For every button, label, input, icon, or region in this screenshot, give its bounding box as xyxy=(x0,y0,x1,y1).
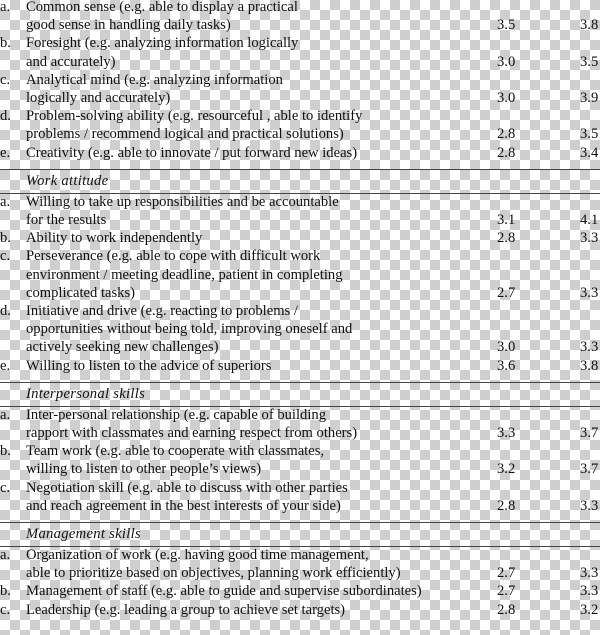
section-divider xyxy=(0,382,600,383)
item-description: problems / recommend logical and practical solutions) xyxy=(26,126,344,143)
item-letter: a. xyxy=(0,406,11,423)
item-description: Inter-personal relationship (e.g. capable of building xyxy=(26,406,326,423)
section-divider xyxy=(0,522,600,523)
section-title: Interpersonal skills xyxy=(26,385,146,402)
score-column-1: 2.8 xyxy=(497,126,516,143)
table-row xyxy=(0,602,600,620)
item-letter: a. xyxy=(0,193,11,210)
item-description: Foresight (e.g. analyzing information logically xyxy=(26,35,299,52)
table-row xyxy=(0,480,600,516)
item-letter: b. xyxy=(0,583,11,600)
table-row xyxy=(0,108,600,144)
score-column-1: 3.0 xyxy=(497,339,516,356)
score-column-2: 3.7 xyxy=(580,424,599,441)
item-description: good sense in handling daily tasks) xyxy=(26,17,231,34)
item-description: Negotiation skill (e.g. able to discuss with other parties xyxy=(26,479,348,496)
item-letter: b. xyxy=(0,443,11,460)
item-description: Management of staff (e.g. able to guide and supervise subordinates) xyxy=(26,583,422,600)
score-column-1: 2.8 xyxy=(497,497,516,514)
score-column-2: 3.3 xyxy=(580,339,599,356)
item-description: environment / meeting deadline, patient in completing xyxy=(26,266,343,283)
item-description: Common sense (e.g. able to display a practical xyxy=(26,0,298,15)
item-description: and reach agreement in the best interests of your side) xyxy=(26,497,341,514)
score-column-2: 3.3 xyxy=(580,583,599,600)
score-column-1: 3.0 xyxy=(497,89,516,106)
score-column-1: 3.1 xyxy=(497,211,516,228)
score-column-1: 2.7 xyxy=(497,565,516,582)
table-row xyxy=(0,35,600,71)
score-column-2: 3.8 xyxy=(580,357,599,374)
score-column-2: 3.9 xyxy=(580,89,599,106)
score-column-2: 3.3 xyxy=(580,284,599,301)
item-letter: d. xyxy=(0,303,11,319)
item-letter: e. xyxy=(0,144,11,161)
item-description: Creativity (e.g. able to innovate / put forward new ideas) xyxy=(26,144,358,161)
table-row xyxy=(0,0,600,35)
section-title: Management skills xyxy=(26,526,141,542)
item-letter: c. xyxy=(0,601,11,618)
table-row xyxy=(0,72,600,108)
score-column-1: 3.5 xyxy=(497,17,516,34)
score-column-1: 2.7 xyxy=(497,284,516,301)
item-letter: b. xyxy=(0,230,11,247)
item-description: willing to listen to other people’s views) xyxy=(26,461,262,478)
item-letter: e. xyxy=(0,357,11,374)
score-column-1: 2.8 xyxy=(497,144,516,161)
table-row xyxy=(0,583,600,601)
item-description: Leadership (e.g. leading a group to achieve set targets) xyxy=(26,601,346,618)
table-row xyxy=(0,358,600,376)
item-description: Organization of work (e.g. having good time management, xyxy=(26,547,369,563)
table-row xyxy=(0,303,600,358)
table-row xyxy=(0,443,600,479)
item-description: Problem-solving ability (e.g. resourceful , able to identify xyxy=(26,108,363,125)
score-column-2: 4.1 xyxy=(580,211,599,228)
score-column-2: 3.2 xyxy=(580,601,599,618)
table-row xyxy=(0,547,600,583)
table-row xyxy=(0,145,600,163)
score-column-2: 3.5 xyxy=(580,126,599,143)
item-letter: c. xyxy=(0,479,11,496)
item-description: for the results xyxy=(26,211,107,228)
item-letter: a. xyxy=(0,547,11,563)
score-column-2: 3.3 xyxy=(580,497,599,514)
table-row xyxy=(0,407,600,443)
item-description: Perseverance (e.g. able to cope with difficult work xyxy=(26,248,321,265)
item-description: rapport with classmates and earning respect from others) xyxy=(26,424,358,441)
score-column-2: 3.3 xyxy=(580,565,599,582)
score-column-1: 2.7 xyxy=(497,583,516,600)
score-column-2: 3.3 xyxy=(580,230,599,247)
item-description: able to prioritize based on objectives, planning work efficiently) xyxy=(26,565,401,582)
section-title: Work attitude xyxy=(26,172,109,189)
table-row xyxy=(0,248,600,303)
score-column-2: 3.4 xyxy=(580,144,599,161)
item-description: logically and accurately) xyxy=(26,89,171,106)
table-row xyxy=(0,230,600,248)
item-letter: c. xyxy=(0,248,11,265)
score-column-1: 3.6 xyxy=(497,357,516,374)
item-description: Willing to take up responsibilities and be accountable xyxy=(26,193,339,210)
item-description: actively seeking new challenges) xyxy=(26,339,219,356)
item-description: Team work (e.g. able to cooperate with classmates, xyxy=(26,443,325,460)
item-description: Analytical mind (e.g. analyzing information xyxy=(26,71,283,88)
item-description: Initiative and drive (e.g. reacting to problems / xyxy=(26,303,298,319)
item-description: opportunities without being told, improving oneself and xyxy=(26,321,353,338)
score-column-1: 2.8 xyxy=(497,230,516,247)
score-column-1: 3.3 xyxy=(497,424,516,441)
item-description: Willing to listen to the advice of superiors xyxy=(26,357,272,374)
table-row xyxy=(0,194,600,230)
item-letter: d. xyxy=(0,108,11,125)
score-column-2: 3.7 xyxy=(580,461,599,478)
score-column-2: 3.8 xyxy=(580,17,599,34)
item-description: Ability to work independently xyxy=(26,230,203,247)
score-column-1: 3.2 xyxy=(497,461,516,478)
score-column-2: 3.5 xyxy=(580,53,599,70)
section-divider xyxy=(0,169,600,170)
item-description: complicated tasks) xyxy=(26,284,136,301)
score-column-1: 2.8 xyxy=(497,601,516,618)
item-description: and accurately) xyxy=(26,53,116,70)
item-letter: b. xyxy=(0,35,11,52)
score-column-1: 3.0 xyxy=(497,53,516,70)
item-letter: c. xyxy=(0,71,11,88)
item-letter: a. xyxy=(0,0,11,15)
